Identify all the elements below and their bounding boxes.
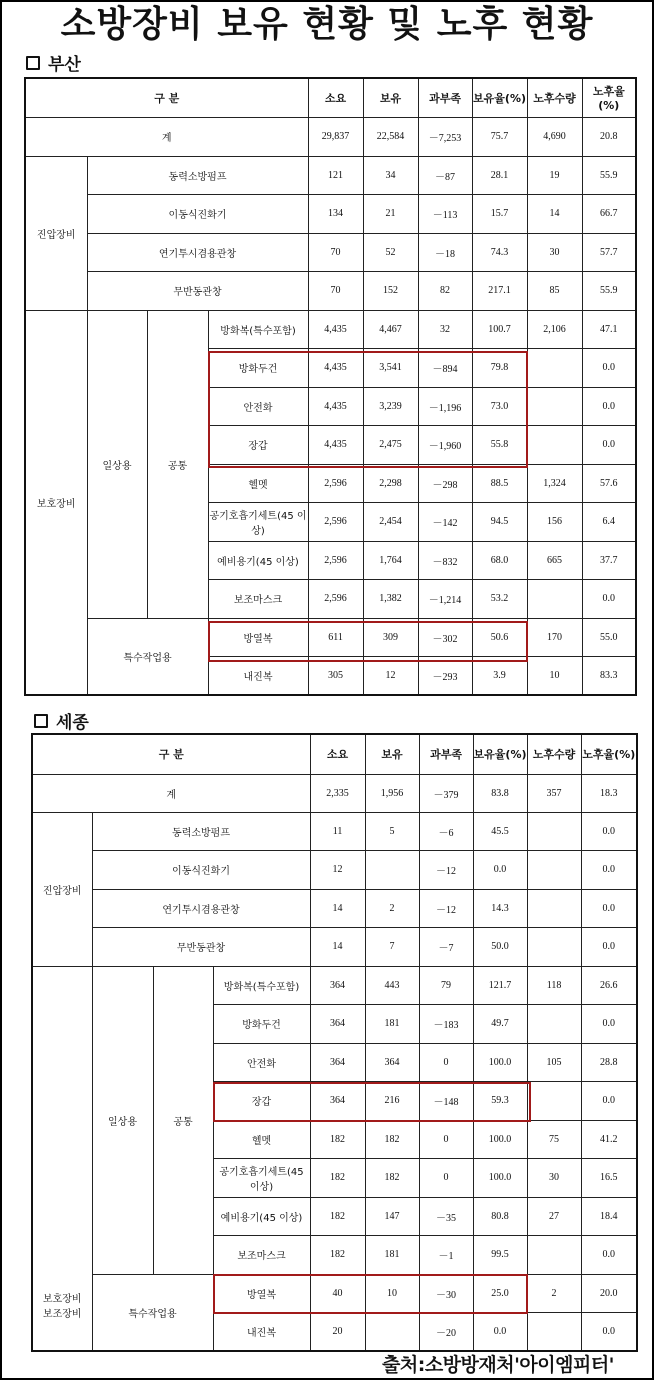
- subgroup-label: 일상용: [87, 310, 147, 618]
- group-label: 진압장비: [32, 812, 92, 966]
- col-header: 소요: [310, 734, 365, 774]
- col-header: 노후율(%): [582, 78, 636, 117]
- square-bullet-icon: [34, 714, 48, 728]
- table-row: 보조마스크 182 181 －1 99.5 0.0: [32, 1235, 637, 1274]
- group-label: 진압장비: [25, 156, 87, 310]
- table-row: 진압장비 동력소방펌프 121 34 －87 28.1 19 55.9: [25, 156, 636, 194]
- col-header: 노후수량: [527, 78, 582, 117]
- section-title: 부산: [48, 55, 81, 75]
- col-header: 소요: [308, 78, 363, 117]
- source-caption: 출처:소방방재처'아이엠피터': [382, 1354, 614, 1376]
- table-row: 예비용기(45 이상) 2,596 1,764 －832 68.0 665 37.7: [25, 541, 636, 579]
- table-row: 공기호흡기세트(45 이상) 2,596 2,454 －142 94.5 156 6.4: [25, 502, 636, 541]
- total-row: 계 2,335 1,956 －379 83.8 357 18.3: [32, 774, 637, 812]
- group-label: 보호장비 보조장비: [32, 966, 92, 1351]
- table-row: 특수작업용 방열복 611 309 －302 50.6 170 55.0: [25, 618, 636, 656]
- subgroup-label: 공통: [153, 966, 213, 1274]
- table-row: 보호장비 일상용 공통 방화복(특수포함) 4,435 4,467 32 100.7 2,106 47.1: [25, 310, 636, 348]
- col-header: 노후율(%): [581, 734, 637, 774]
- square-bullet-icon: [26, 56, 40, 70]
- table-row: 장갑 364 216 －148 59.3 0.0: [32, 1081, 637, 1120]
- table-row: 연기투시겸용관창 70 52 －18 74.3 30 57.7: [25, 233, 636, 271]
- section-title: 세종: [56, 713, 89, 733]
- table-row: 방화두건 4,435 3,541 －894 79.8 0.0: [25, 348, 636, 387]
- table-row: 이동식진화기 12 －12 0.0 0.0: [32, 850, 637, 889]
- table-row: 무반동관창 14 7 －7 50.0 0.0: [32, 927, 637, 966]
- subgroup-label: 특수작업용: [92, 1274, 213, 1351]
- table-row: 방화두건 364 181 －183 49.7 0.0: [32, 1004, 637, 1043]
- col-header: 과부족: [418, 78, 472, 117]
- table-row: 장갑 4,435 2,475 －1,960 55.8 0.0: [25, 425, 636, 464]
- table-row: 예비용기(45 이상) 182 147 －35 80.8 27 18.4: [32, 1197, 637, 1235]
- table-row: 진압장비 동력소방펌프 11 5 －6 45.5 0.0: [32, 812, 637, 850]
- sejong-table: [31, 733, 638, 1352]
- table-row: 헬멧 182 182 0 100.0 75 41.2: [32, 1120, 637, 1158]
- col-header: 노후수량: [527, 734, 581, 774]
- section-busan: [26, 50, 81, 75]
- col-header: 보유: [365, 734, 419, 774]
- col-header: 구 분: [25, 78, 308, 117]
- table-row: 공기호흡기세트(45 이상) 182 182 0 100.0 30 16.5: [32, 1158, 637, 1197]
- table-row: 헬멧 2,596 2,298 －298 88.5 1,324 57.6: [25, 464, 636, 502]
- header-row: [32, 734, 637, 774]
- subgroup-label: 특수작업용: [87, 618, 208, 695]
- subgroup-label: 공통: [147, 310, 208, 618]
- table-row: 연기투시겸용관창 14 2 －12 14.3 0.0: [32, 889, 637, 927]
- col-header: 구 분: [32, 734, 310, 774]
- col-header: 보유: [363, 78, 418, 117]
- col-header: 과부족: [419, 734, 473, 774]
- section-sejong: [34, 708, 89, 733]
- table-row: 안전화 364 364 0 100.0 105 28.8: [32, 1043, 637, 1081]
- col-header: 보유율(%): [472, 78, 527, 117]
- table-row: 무반동관창 70 152 82 217.1 85 55.9: [25, 271, 636, 310]
- table-row: 안전화 4,435 3,239 －1,196 73.0 0.0: [25, 387, 636, 425]
- page-title: 소방장비 보유 현황 및 노후 현황: [60, 4, 594, 45]
- table-row: 이동식진화기 134 21 －113 15.7 14 66.7: [25, 194, 636, 233]
- table-row: 보조마스크 2,596 1,382 －1,214 53.2 0.0: [25, 579, 636, 618]
- subgroup-label: 일상용: [92, 966, 153, 1274]
- table-row: 특수작업용 방열복 40 10 －30 25.0 2 20.0: [32, 1274, 637, 1312]
- header-row: [25, 78, 636, 117]
- group-label: 보호장비: [25, 310, 87, 695]
- total-row: 계 29,837 22,584 －7,253 75.7 4,690 20.8: [25, 117, 636, 156]
- col-header: 보유율(%): [473, 734, 527, 774]
- busan-table: [24, 77, 637, 696]
- table-row: 보호장비 보조장비 일상용 공통 방화복(특수포함) 364 443 79 121.7 118 26.6: [32, 966, 637, 1004]
- table-row: 내진복 305 12 －293 3.9 10 83.3: [25, 656, 636, 695]
- table-row: 내진복 20 －20 0.0 0.0: [32, 1312, 637, 1351]
